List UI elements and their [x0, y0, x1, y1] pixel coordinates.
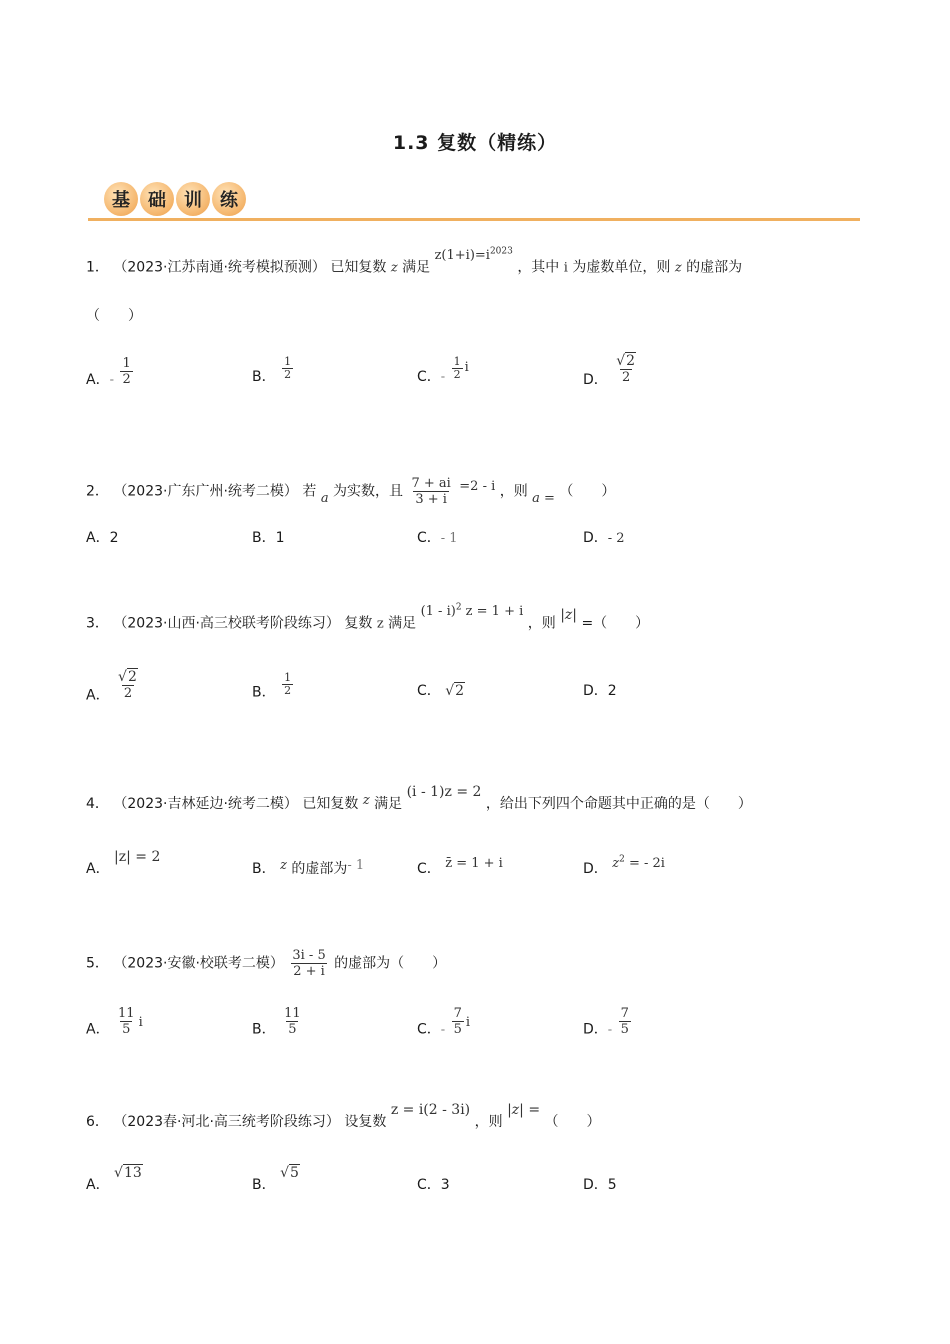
frac-num: 7 + ai — [411, 476, 451, 491]
option-label: B． — [252, 368, 276, 385]
option-d[interactable] — [583, 353, 640, 395]
frac-den: 5 — [453, 1022, 462, 1037]
frac-num: 1 — [453, 355, 461, 368]
question-3 — [86, 603, 866, 634]
math-frac — [116, 670, 140, 701]
math-sign: - — [109, 372, 114, 388]
math-rest: = - 2i — [624, 856, 665, 871]
math-expr — [421, 604, 524, 619]
option-label: D． — [583, 1177, 608, 1193]
question-6 — [86, 1102, 866, 1132]
option-a[interactable] — [86, 669, 142, 711]
question-4 — [86, 784, 866, 815]
option-b[interactable] — [252, 527, 285, 547]
question-text: 为虚数单位，则 — [572, 259, 671, 276]
frac-den: 2 — [284, 684, 292, 697]
option-label: B． — [252, 861, 276, 877]
option-d[interactable] — [583, 1006, 633, 1045]
option-b[interactable] — [252, 355, 295, 389]
math-expr — [435, 248, 513, 263]
frac-num: 3i - 5 — [292, 948, 326, 963]
option-label: D． — [583, 371, 608, 388]
math-var: z — [362, 793, 370, 808]
option-label: C． — [417, 683, 441, 699]
question-source: （2023·吉林延边·统考二模） — [113, 796, 298, 812]
frac-num: 1 — [284, 355, 292, 368]
option-b[interactable] — [252, 671, 295, 705]
question-text: ，则 — [527, 615, 556, 632]
option-d[interactable] — [583, 1174, 617, 1194]
option-value: |z| = 2 — [114, 849, 161, 865]
option-b[interactable] — [252, 858, 364, 878]
frac-num — [116, 670, 140, 685]
sqrt-radicand: 2 — [626, 353, 636, 369]
option-c[interactable] — [417, 1174, 450, 1194]
option-label: A． — [86, 371, 110, 388]
question-text: 满足 — [374, 796, 403, 812]
question-text: =（ ） — [581, 615, 650, 632]
question-source: （2023·江苏南通·统考模拟预测） — [113, 259, 326, 276]
banner-char: 基 — [104, 182, 138, 216]
math-frac — [290, 948, 327, 979]
question-text: ，给出下列四个命题其中正确的是（ ） — [485, 796, 752, 812]
math-base: z — [612, 856, 620, 871]
frac-num: 11 — [284, 1006, 301, 1021]
option-label: C． — [417, 861, 441, 877]
option-value: z̄ = 1 + i — [445, 856, 503, 871]
question-text: ，则 — [474, 1114, 503, 1130]
frac-den: 2 — [123, 686, 133, 701]
sqrt-radicand: 2 — [127, 669, 137, 685]
option-d[interactable] — [583, 854, 665, 878]
option-value: 5 — [607, 1177, 617, 1193]
question-text: 已知复数 — [330, 259, 387, 276]
math-var: z — [674, 260, 682, 276]
option-b[interactable] — [252, 1006, 305, 1045]
frac-num: 1 — [122, 356, 131, 371]
sqrt: √13 — [114, 1165, 142, 1181]
option-c[interactable] — [417, 858, 503, 878]
math-frac — [282, 356, 293, 381]
math-frac — [116, 1006, 137, 1037]
option-label: D． — [583, 861, 608, 877]
answer-blank: （ ） — [559, 483, 616, 500]
section-banner — [88, 180, 860, 224]
option-label: A． — [86, 861, 110, 877]
option-label: D． — [583, 683, 608, 699]
sqrt: √2 — [118, 669, 137, 685]
question-text: 满足 — [402, 259, 431, 276]
math-frac — [282, 672, 293, 697]
math-suffix: i — [465, 1014, 471, 1030]
page-title: 1.3 复数（精练） — [392, 132, 558, 154]
question-text: ，则 — [499, 483, 528, 500]
option-label: C． — [417, 368, 441, 385]
sqrt: √5 — [280, 1165, 299, 1181]
math-sup: 2 — [455, 603, 462, 613]
question-number: 3． — [86, 615, 109, 632]
option-label: A． — [86, 1021, 110, 1038]
option-d[interactable] — [583, 527, 625, 547]
question-number: 6． — [86, 1114, 109, 1130]
question-source: （2023·安徽·校联考二模） — [113, 955, 284, 972]
question-text: 设复数 — [344, 1114, 387, 1130]
option-label: C． — [417, 1177, 441, 1193]
option-a[interactable] — [86, 527, 119, 547]
option-label: A． — [86, 1177, 110, 1193]
option-value: - 1 — [347, 858, 365, 873]
option-a[interactable] — [86, 1165, 143, 1194]
frac-num: 7 — [620, 1006, 629, 1021]
option-c[interactable] — [417, 1006, 471, 1045]
option-a[interactable] — [86, 1006, 143, 1045]
math-base: (1 - i) — [420, 604, 456, 620]
sqrt: √2 — [616, 353, 636, 369]
math-var: a — [320, 490, 329, 506]
math-var: z — [390, 260, 398, 276]
math-expr: z = i(2 - 3i) — [390, 1102, 471, 1118]
question-number: 4． — [86, 796, 109, 812]
option-label: C． — [417, 1021, 441, 1038]
math-sup: 2 — [619, 854, 625, 865]
option-label: B． — [252, 1177, 276, 1193]
math-sup: 2023 — [489, 247, 513, 257]
math-rest: z = 1 + i — [461, 604, 524, 620]
option-value: - 1 — [440, 531, 458, 546]
option-label: D． — [583, 1021, 608, 1038]
sqrt-radicand: 13 — [123, 1165, 142, 1181]
math-sign: - — [440, 369, 446, 385]
option-value: 3 — [440, 1177, 450, 1193]
question-text: 满足 — [388, 615, 417, 632]
option-c[interactable] — [417, 680, 465, 700]
banner-char: 训 — [176, 182, 210, 216]
frac-den: 3 + i — [415, 492, 447, 507]
math-expr — [612, 856, 665, 871]
math-abs: |z| — [560, 607, 577, 624]
banner-char: 练 — [212, 182, 246, 216]
math-frac — [614, 354, 638, 385]
option-label: C． — [417, 530, 441, 546]
option-c[interactable] — [417, 527, 458, 547]
option-label: B． — [252, 530, 276, 546]
frac-den: 2 + i — [293, 964, 325, 979]
question-text: 为实数，且 — [333, 483, 404, 500]
math-expr-main: z(1+i)=i — [434, 248, 490, 264]
math-abs: |z| = — [507, 1102, 541, 1118]
option-d[interactable] — [583, 680, 617, 700]
question-number: 2． — [86, 483, 109, 500]
option-text: 的虚部为 — [291, 861, 348, 877]
math-var: z — [280, 858, 287, 873]
math-frac — [452, 356, 463, 381]
frac-den: 5 — [620, 1022, 629, 1037]
question-2 — [86, 476, 866, 507]
sqrt: √2 — [445, 683, 465, 699]
frac-den: 5 — [288, 1022, 297, 1037]
question-number: 5． — [86, 955, 109, 972]
question-5 — [86, 948, 866, 979]
option-a[interactable] — [86, 849, 161, 878]
option-value: 2 — [607, 683, 617, 699]
frac-num — [614, 354, 638, 369]
question-text: 已知复数 — [302, 796, 359, 812]
option-label: D． — [583, 530, 608, 546]
math-expr: a = — [532, 490, 555, 506]
option-value: - 2 — [607, 531, 625, 546]
math-frac — [409, 476, 452, 507]
frac-den: 2 — [122, 372, 131, 387]
question-source: （2023·山西·高三校联考阶段练习） — [113, 615, 340, 632]
math-suffix: i — [464, 359, 469, 375]
option-label: A． — [86, 687, 110, 704]
math-frac — [619, 1006, 631, 1037]
question-source: （2023春·河北·高三统考阶段练习） — [113, 1114, 340, 1130]
question-source: （2023·广东广州·统考二模） — [113, 483, 298, 500]
math-var: z — [376, 616, 384, 632]
question-text: 的虚部为（ ） — [334, 955, 447, 972]
banner-char: 础 — [140, 182, 174, 216]
math-var: i — [563, 260, 568, 276]
math-frac — [120, 356, 132, 387]
math-suffix: i — [138, 1014, 143, 1030]
sqrt-radicand: 5 — [289, 1165, 299, 1181]
question-1 — [86, 247, 866, 278]
banner-divider — [88, 218, 860, 221]
math-frac — [452, 1006, 464, 1037]
option-c[interactable] — [417, 355, 469, 389]
option-b[interactable] — [252, 1165, 300, 1194]
frac-den: 5 — [122, 1022, 131, 1037]
question-text: ，其中 — [517, 259, 560, 276]
answer-blank: （ ） — [86, 308, 142, 324]
frac-den: 2 — [284, 368, 292, 381]
math-sign: - — [607, 1022, 613, 1038]
math-frac — [282, 1006, 303, 1037]
option-label: B． — [252, 684, 276, 701]
option-value: 1 — [275, 530, 285, 546]
question-number: 1． — [86, 259, 109, 276]
frac-den: 2 — [622, 370, 631, 385]
question-text: 的虚部为 — [686, 259, 743, 276]
question-text: 若 — [302, 483, 317, 500]
frac-den: 2 — [453, 368, 461, 381]
option-label: A． — [86, 530, 110, 546]
answer-blank: （ ） — [544, 1114, 601, 1130]
sqrt-radicand: 2 — [455, 683, 465, 699]
math-expr: =2 - i — [459, 478, 496, 494]
option-a[interactable] — [86, 356, 135, 395]
frac-num: 7 — [453, 1006, 462, 1021]
frac-num: 1 — [284, 671, 292, 684]
option-value: 2 — [109, 530, 119, 546]
option-label: B． — [252, 1021, 276, 1038]
question-text: 复数 — [344, 615, 373, 632]
frac-num: 11 — [118, 1006, 135, 1021]
math-expr: (i - 1)z = 2 — [406, 784, 482, 800]
math-sign: - — [440, 1022, 446, 1038]
